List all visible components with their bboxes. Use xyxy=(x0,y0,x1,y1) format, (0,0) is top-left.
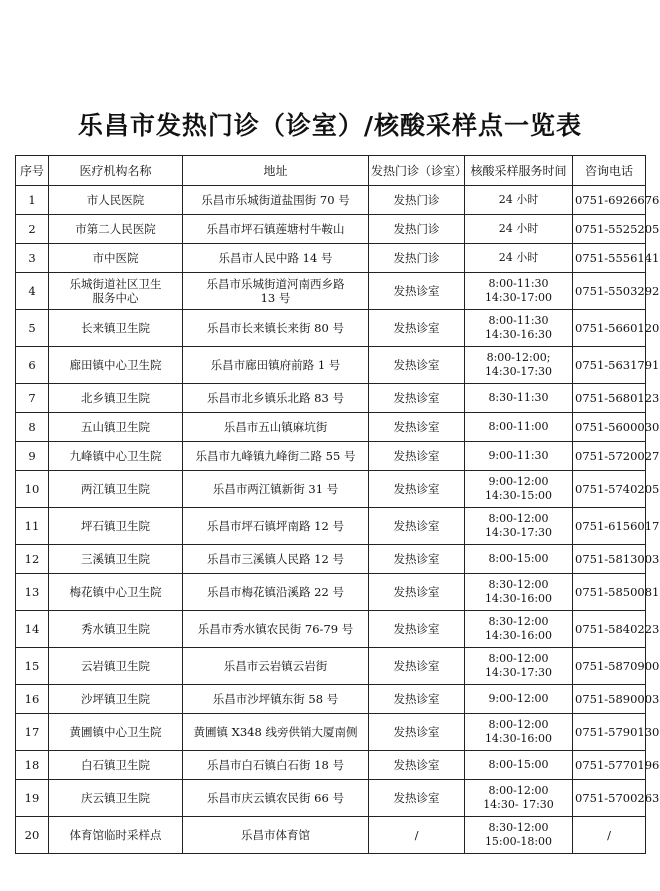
cell-name xyxy=(49,574,183,611)
cell-seq: 20 xyxy=(16,817,49,854)
table-row xyxy=(16,442,646,471)
address-line: 乐昌市梅花镇沿溪路 22 号 xyxy=(207,585,344,599)
cell-address xyxy=(183,780,369,817)
address-line: 乐昌市白石镇白石街 18 号 xyxy=(207,758,344,772)
name-line: 梅花镇中心卫生院 xyxy=(69,585,162,599)
cell-phone: 0751-6926676 xyxy=(573,186,646,215)
name-line: 乐城街道社区卫生 xyxy=(69,277,162,291)
cell-clinic: 发热诊室 xyxy=(369,508,465,545)
cell-address xyxy=(183,273,369,310)
cell-name xyxy=(49,244,183,273)
name-line: 市第二人民医院 xyxy=(75,222,156,236)
table-row xyxy=(16,215,646,244)
hours-line: 8:00-11:30 xyxy=(488,314,549,327)
cell-address xyxy=(183,714,369,751)
hours-line: 24 小时 xyxy=(498,222,539,235)
name-line: 白石镇卫生院 xyxy=(81,758,150,772)
name-line: 云岩镇卫生院 xyxy=(81,659,150,673)
cell-seq: 7 xyxy=(16,384,49,413)
cell-address xyxy=(183,611,369,648)
cell-hours xyxy=(465,186,573,215)
hours-line: 8:00-15:00 xyxy=(488,758,549,771)
name-line: 三溪镇卫生院 xyxy=(81,552,150,566)
address-line: 乐昌市乐城街道盐围街 70 号 xyxy=(201,193,350,207)
hours-line: 9:00-12:00 xyxy=(488,475,549,488)
name-line: 服务中心 xyxy=(92,291,139,305)
address-line: 乐昌市三溪镇人民路 12 号 xyxy=(207,552,344,566)
hours-line: 8:00-11:00 xyxy=(488,420,549,433)
cell-clinic: 发热诊室 xyxy=(369,574,465,611)
cell-name xyxy=(49,611,183,648)
table-row xyxy=(16,508,646,545)
cell-name xyxy=(49,384,183,413)
cell-address xyxy=(183,384,369,413)
cell-seq: 5 xyxy=(16,310,49,347)
name-line: 北乡镇卫生院 xyxy=(81,391,150,405)
address-line: 乐昌市廊田镇府前路 1 号 xyxy=(210,358,341,372)
hours-line: 15:00-18:00 xyxy=(484,835,553,848)
cell-clinic: 发热诊室 xyxy=(369,347,465,384)
cell-seq: 1 xyxy=(16,186,49,215)
cell-name xyxy=(49,273,183,310)
cell-phone: 0751-5870900 xyxy=(573,648,646,685)
hours-line: 24 小时 xyxy=(498,251,539,264)
cell-seq: 10 xyxy=(16,471,49,508)
hours-line: 8:30-12:00 xyxy=(488,578,549,591)
hours-line: 14:30-16:00 xyxy=(484,592,553,605)
cell-hours xyxy=(465,384,573,413)
cell-phone: 0751-5631791 xyxy=(573,347,646,384)
cell-seq: 18 xyxy=(16,751,49,780)
address-line: 乐昌市乐城街道河南西乡路 xyxy=(206,277,345,291)
hours-line: 8:30-12:00 xyxy=(488,821,549,834)
address-line: 乐昌市庆云镇农民街 66 号 xyxy=(207,791,344,805)
hours-line: 8:00-12:00 xyxy=(488,512,549,525)
cell-name xyxy=(49,545,183,574)
hours-line: 24 小时 xyxy=(498,193,539,206)
header-name: 医疗机构名称 xyxy=(49,156,183,186)
cell-phone: 0751-5790130 xyxy=(573,714,646,751)
table-row xyxy=(16,574,646,611)
cell-seq: 8 xyxy=(16,413,49,442)
cell-hours xyxy=(465,685,573,714)
name-line: 五山镇卫生院 xyxy=(81,420,150,434)
hours-line: 8:00-11:30 xyxy=(488,277,549,290)
address-line: 乐昌市坪石镇莲塘村牛鞍山 xyxy=(206,222,345,236)
table-row xyxy=(16,780,646,817)
cell-hours xyxy=(465,508,573,545)
cell-clinic: 发热诊室 xyxy=(369,611,465,648)
header-seq: 序号 xyxy=(16,156,49,186)
address-line: 乐昌市两江镇新街 31 号 xyxy=(212,482,339,496)
page-title: 乐昌市发热门诊（诊室）/核酸采样点一览表 xyxy=(77,111,583,140)
cell-name xyxy=(49,442,183,471)
name-line: 廊田镇中心卫生院 xyxy=(69,358,162,372)
name-line: 九峰镇中心卫生院 xyxy=(69,449,162,463)
cell-phone: 0751-5660120 xyxy=(573,310,646,347)
cell-phone: 0751-5700263 xyxy=(573,780,646,817)
cell-hours xyxy=(465,413,573,442)
hours-line: 14:30-16:30 xyxy=(484,328,553,341)
cell-hours xyxy=(465,611,573,648)
cell-phone: 0751-5840223 xyxy=(573,611,646,648)
cell-name xyxy=(49,780,183,817)
cell-phone: 0751-5770196 xyxy=(573,751,646,780)
cell-hours xyxy=(465,471,573,508)
cell-phone: / xyxy=(573,817,646,854)
cell-seq: 16 xyxy=(16,685,49,714)
cell-address xyxy=(183,685,369,714)
cell-phone: 0751-5600030 xyxy=(573,413,646,442)
cell-clinic: 发热诊室 xyxy=(369,714,465,751)
hours-line: 8:00-15:00 xyxy=(488,552,549,565)
hours-line: 8:30-11:30 xyxy=(488,391,549,404)
cell-hours xyxy=(465,714,573,751)
cell-seq: 6 xyxy=(16,347,49,384)
cell-clinic: 发热诊室 xyxy=(369,442,465,471)
table-header-row xyxy=(16,156,646,186)
hours-line: 9:00-11:30 xyxy=(488,449,549,462)
cell-address xyxy=(183,471,369,508)
address-line: 乐昌市长来镇长来街 80 号 xyxy=(207,321,344,335)
cell-seq: 4 xyxy=(16,273,49,310)
address-line: 乐昌市人民中路 14 号 xyxy=(218,251,333,265)
table-row xyxy=(16,310,646,347)
cell-clinic: 发热门诊 xyxy=(369,215,465,244)
hours-line: 14:30-15:00 xyxy=(484,489,553,502)
address-line: 乐昌市坪石镇坪南路 12 号 xyxy=(207,519,344,533)
table-row xyxy=(16,611,646,648)
table-row xyxy=(16,685,646,714)
address-line: 乐昌市北乡镇乐北路 83 号 xyxy=(207,391,344,405)
cell-hours xyxy=(465,215,573,244)
cell-name xyxy=(49,508,183,545)
cell-phone: 0751-5890003 xyxy=(573,685,646,714)
cell-address xyxy=(183,545,369,574)
cell-seq: 15 xyxy=(16,648,49,685)
cell-phone: 0751-5556141 xyxy=(573,244,646,273)
table-row xyxy=(16,273,646,310)
cell-seq: 12 xyxy=(16,545,49,574)
hours-line: 14:30-17:30 xyxy=(484,365,553,378)
hours-line: 14:30-16:00 xyxy=(484,629,553,642)
cell-seq: 19 xyxy=(16,780,49,817)
table-row xyxy=(16,714,646,751)
hours-line: 14:30-16:00 xyxy=(484,732,553,745)
cell-name xyxy=(49,347,183,384)
cell-seq: 3 xyxy=(16,244,49,273)
cell-hours xyxy=(465,347,573,384)
cell-clinic: 发热诊室 xyxy=(369,471,465,508)
name-line: 黄圃镇中心卫生院 xyxy=(69,725,162,739)
name-line: 市人民医院 xyxy=(86,193,145,207)
cell-clinic: 发热诊室 xyxy=(369,545,465,574)
cell-address xyxy=(183,186,369,215)
cell-clinic: 发热诊室 xyxy=(369,780,465,817)
hours-line: 14:30-17:30 xyxy=(484,526,553,539)
header-phone: 咨询电话 xyxy=(573,156,646,186)
cell-phone: 0751-5850081 xyxy=(573,574,646,611)
cell-seq: 9 xyxy=(16,442,49,471)
name-line: 沙坪镇卫生院 xyxy=(81,692,150,706)
cell-clinic: 发热诊室 xyxy=(369,384,465,413)
cell-name xyxy=(49,186,183,215)
cell-clinic: 发热诊室 xyxy=(369,413,465,442)
header-clinic: 发热门诊（诊室） xyxy=(369,156,465,186)
name-line: 长来镇卫生院 xyxy=(81,321,150,335)
cell-name xyxy=(49,685,183,714)
name-line: 体育馆临时采样点 xyxy=(69,828,162,842)
cell-hours xyxy=(465,545,573,574)
cell-name xyxy=(49,471,183,508)
cell-address xyxy=(183,648,369,685)
hours-line: 14:30- 17:30 xyxy=(483,798,554,811)
cell-name xyxy=(49,215,183,244)
cell-clinic: 发热诊室 xyxy=(369,273,465,310)
cell-hours xyxy=(465,442,573,471)
cell-address xyxy=(183,347,369,384)
cell-address xyxy=(183,215,369,244)
cell-clinic: 发热诊室 xyxy=(369,751,465,780)
cell-hours xyxy=(465,310,573,347)
cell-phone: 0751-5503292 xyxy=(573,273,646,310)
name-line: 市中医院 xyxy=(92,251,139,265)
cell-seq: 2 xyxy=(16,215,49,244)
table-row xyxy=(16,347,646,384)
cell-clinic: 发热门诊 xyxy=(369,244,465,273)
cell-clinic: 发热诊室 xyxy=(369,685,465,714)
cell-phone: 0751-6156017 xyxy=(573,508,646,545)
cell-clinic: 发热诊室 xyxy=(369,310,465,347)
name-line: 庆云镇卫生院 xyxy=(81,791,150,805)
name-line: 秀水镇卫生院 xyxy=(81,622,150,636)
cell-address xyxy=(183,244,369,273)
cell-address xyxy=(183,508,369,545)
address-line: 乐昌市九峰镇九峰街二路 55 号 xyxy=(195,449,356,463)
cell-phone: 0751-5525205 xyxy=(573,215,646,244)
cell-seq: 13 xyxy=(16,574,49,611)
header-hours: 核酸采样服务时间 xyxy=(465,156,573,186)
cell-address xyxy=(183,574,369,611)
cell-phone: 0751-5813003 xyxy=(573,545,646,574)
cell-hours xyxy=(465,574,573,611)
cell-hours xyxy=(465,780,573,817)
hours-line: 8:00-12:00 xyxy=(488,718,549,731)
cell-phone: 0751-5680123 xyxy=(573,384,646,413)
table-row xyxy=(16,648,646,685)
header-address: 地址 xyxy=(183,156,369,186)
cell-hours xyxy=(465,273,573,310)
cell-hours xyxy=(465,648,573,685)
table-row xyxy=(16,186,646,215)
hours-line: 8:00-12:00 xyxy=(488,784,549,797)
sampling-points-table xyxy=(15,155,660,854)
cell-phone: 0751-5720027 xyxy=(573,442,646,471)
address-line: 乐昌市秀水镇农民街 76-79 号 xyxy=(197,622,354,636)
cell-address xyxy=(183,413,369,442)
cell-name xyxy=(49,413,183,442)
table-row xyxy=(16,471,646,508)
hours-line: 14:30-17:00 xyxy=(484,291,553,304)
cell-address xyxy=(183,310,369,347)
hours-line: 8:30-12:00 xyxy=(488,615,549,628)
cell-seq: 17 xyxy=(16,714,49,751)
table-row xyxy=(16,413,646,442)
address-line: 乐昌市云岩镇云岩街 xyxy=(223,659,328,673)
cell-clinic: 发热门诊 xyxy=(369,186,465,215)
cell-clinic: / xyxy=(369,817,465,854)
address-line: 乐昌市沙坪镇东街 58 号 xyxy=(212,692,339,706)
cell-name xyxy=(49,310,183,347)
address-line: 乐昌市体育馆 xyxy=(241,828,310,842)
cell-name xyxy=(49,751,183,780)
table-row xyxy=(16,817,646,854)
cell-hours xyxy=(465,751,573,780)
hours-line: 8:00-12:00 xyxy=(488,652,549,665)
address-line: 黄圃镇 X348 线旁供销大厦南侧 xyxy=(193,725,358,739)
cell-address xyxy=(183,442,369,471)
cell-clinic: 发热诊室 xyxy=(369,648,465,685)
table-row xyxy=(16,545,646,574)
address-line: 13 号 xyxy=(260,291,291,305)
cell-address xyxy=(183,751,369,780)
address-line: 乐昌市五山镇麻坑街 xyxy=(223,420,328,434)
name-line: 两江镇卫生院 xyxy=(81,482,150,496)
hours-line: 8:00-12:00; xyxy=(486,351,551,364)
table-row xyxy=(16,751,646,780)
name-line: 坪石镇卫生院 xyxy=(81,519,150,533)
cell-phone: 0751-5740205 xyxy=(573,471,646,508)
table-row xyxy=(16,384,646,413)
hours-line: 14:30-17:30 xyxy=(484,666,553,679)
cell-name xyxy=(49,648,183,685)
cell-seq: 14 xyxy=(16,611,49,648)
cell-hours xyxy=(465,244,573,273)
table-row xyxy=(16,244,646,273)
cell-seq: 11 xyxy=(16,508,49,545)
cell-name xyxy=(49,714,183,751)
cell-hours xyxy=(465,817,573,854)
cell-name xyxy=(49,817,183,854)
cell-address xyxy=(183,817,369,854)
hours-line: 9:00-12:00 xyxy=(488,692,549,705)
